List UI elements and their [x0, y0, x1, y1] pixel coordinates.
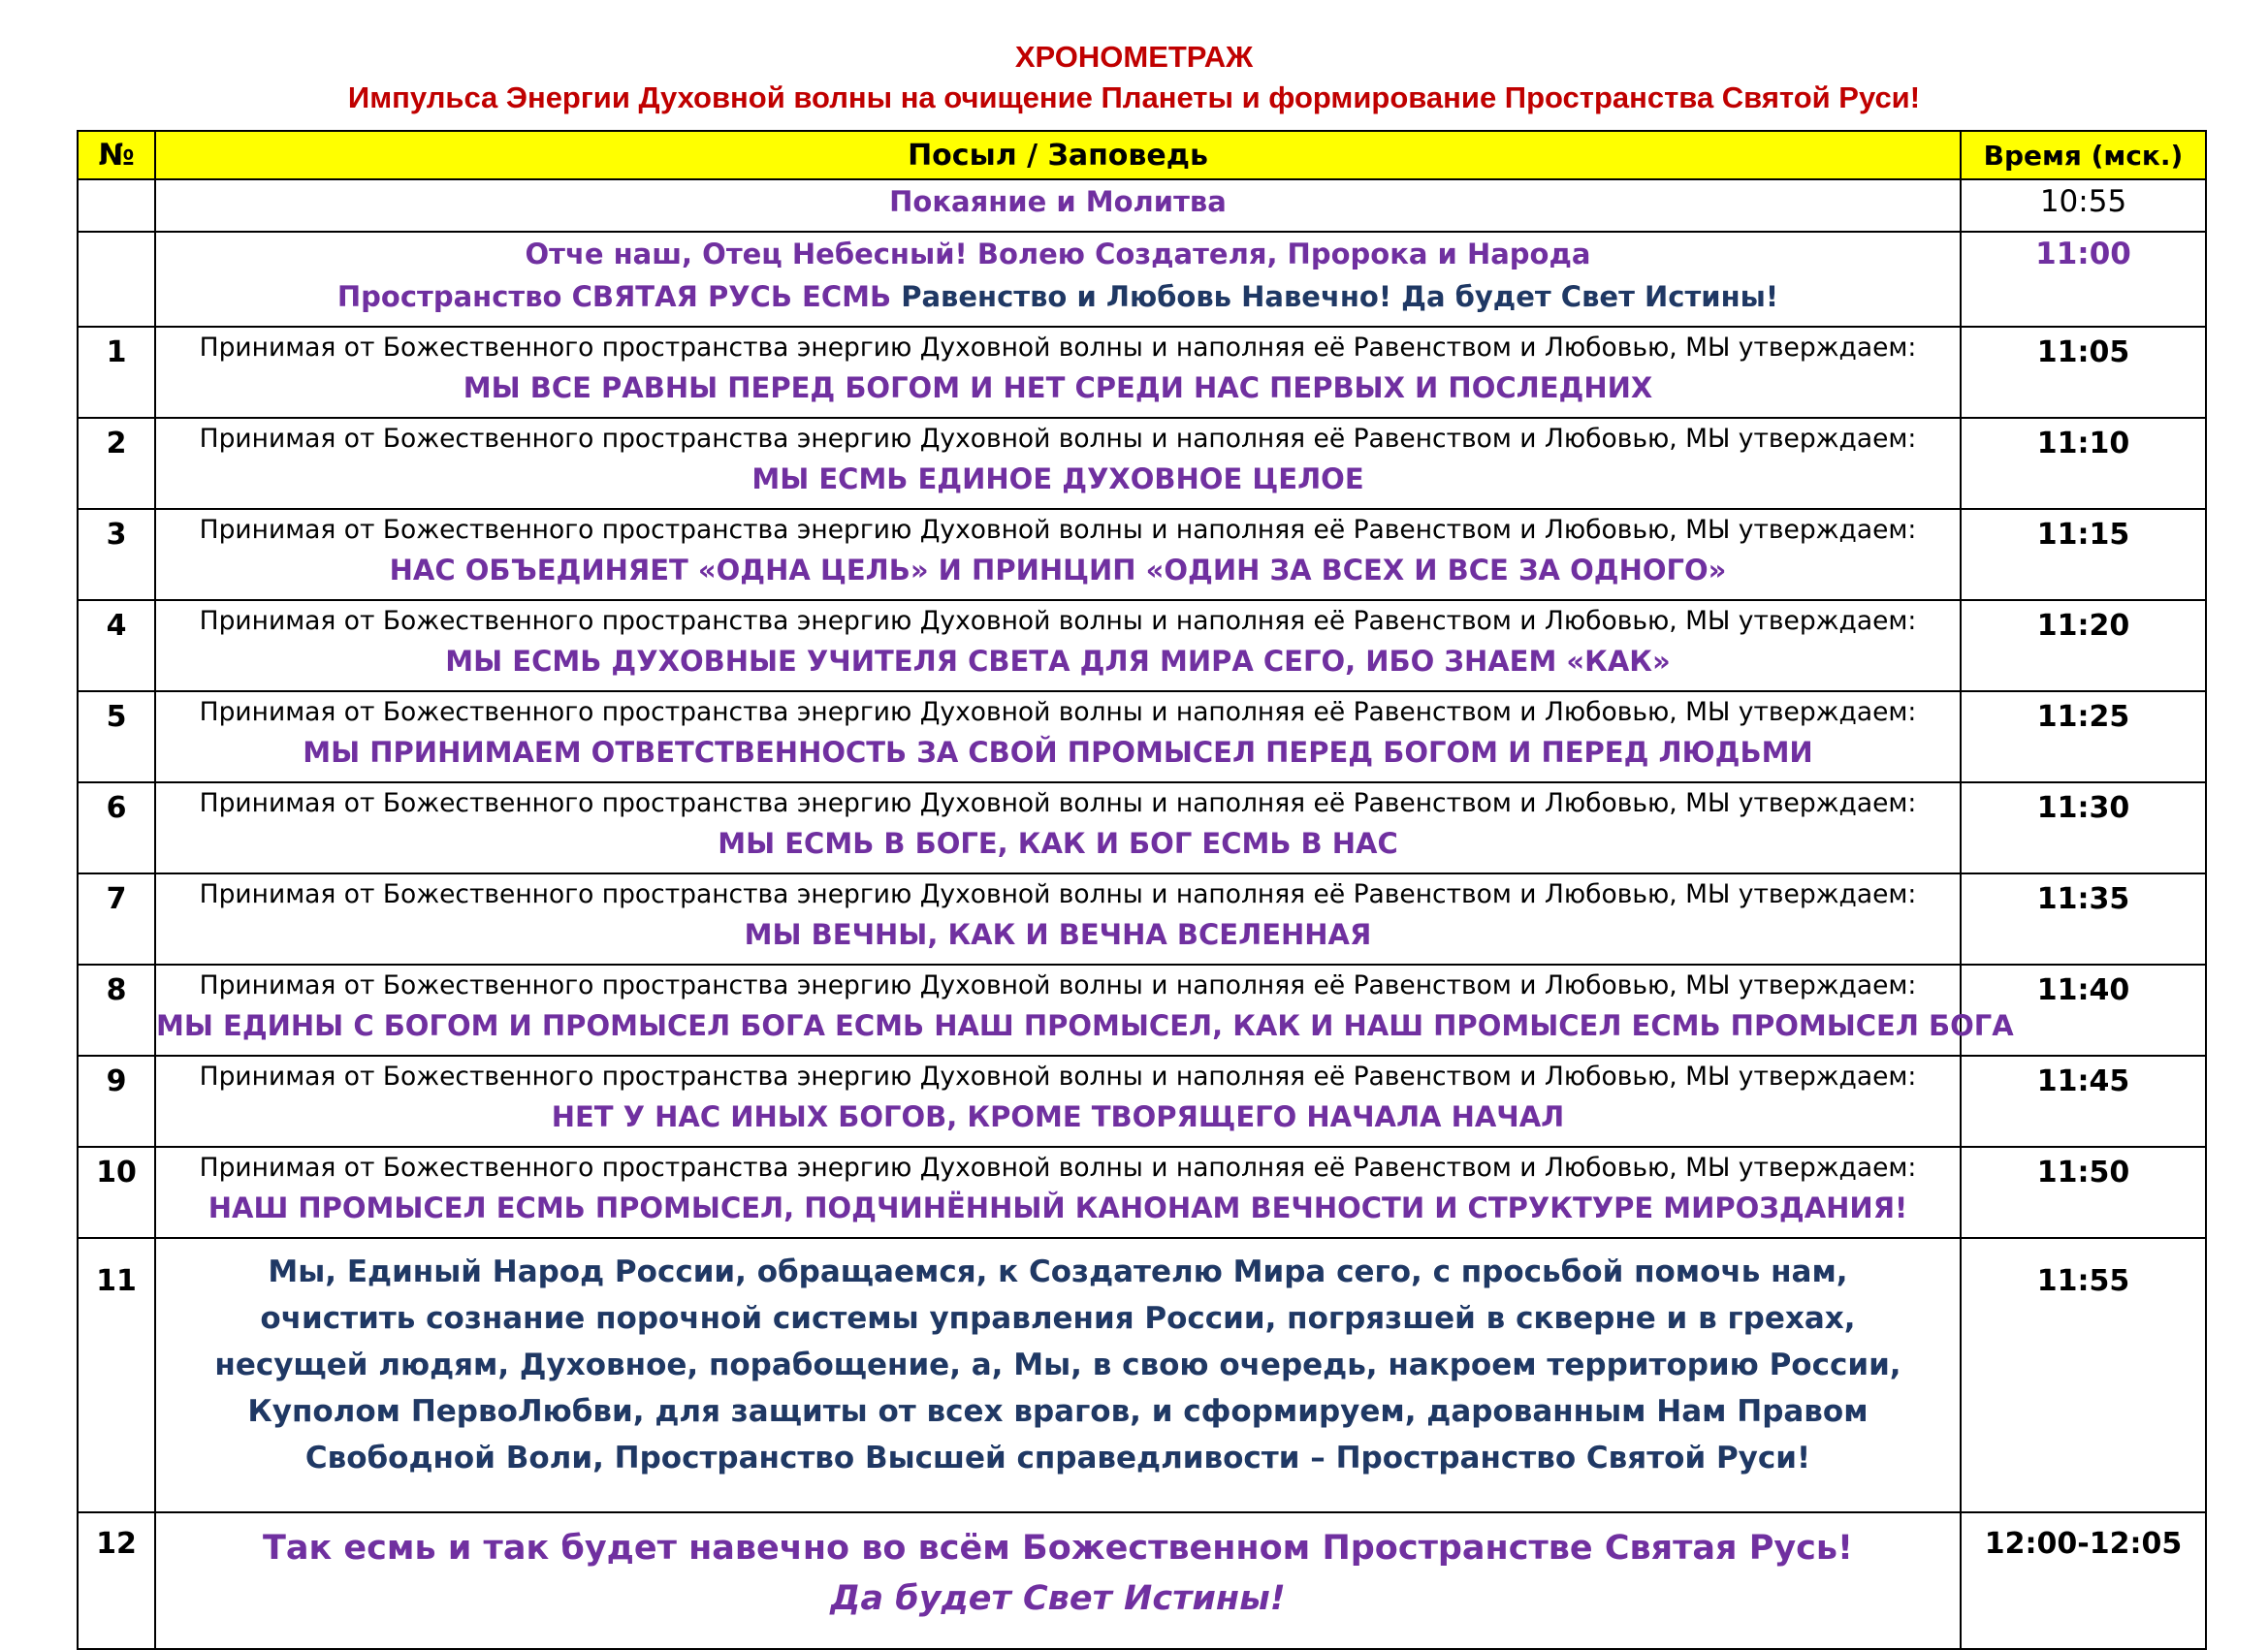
- commandment-message: [155, 418, 1961, 509]
- table-row: [78, 509, 2206, 600]
- commandment-message: [155, 691, 1961, 782]
- commandment-message: [155, 1147, 1961, 1238]
- commandment-time: 11:10: [1961, 418, 2206, 509]
- appeal-line: Куполом ПервоЛюбви, для защиты от всех врагов, и сформируем, дарованным Нам Правом: [247, 1394, 1869, 1429]
- commandment-lead: Принимая от Божественного пространства энергию Духовной волны и наполняя её Равенством и Любовью, МЫ утверждаем:: [199, 697, 1917, 727]
- table-row: [78, 418, 2206, 509]
- commandment-number: 4: [78, 600, 155, 691]
- prayer-line-2-part-2: Равенство и Любовь Навечно! Да будет Свет Истины!: [891, 280, 1779, 313]
- commandment-message: [155, 873, 1961, 965]
- commandment-text: МЫ ЕСМЬ В БОГЕ, КАК И БОГ ЕСМЬ В НАС: [718, 827, 1398, 860]
- intro-time: 10:55: [1961, 179, 2206, 232]
- commandment-number: 7: [78, 873, 155, 965]
- commandment-number: 6: [78, 782, 155, 873]
- commandment-number: 8: [78, 965, 155, 1056]
- intro-text: Покаяние и Молитва: [155, 179, 1961, 232]
- intro-number: [78, 179, 155, 232]
- appeal-time: 11:55: [1961, 1238, 2206, 1512]
- commandment-lead: Принимая от Божественного пространства энергию Духовной волны и наполняя её Равенством и Любовью, МЫ утверждаем:: [199, 788, 1917, 818]
- commandment-time: 11:30: [1961, 782, 2206, 873]
- table-row: [78, 965, 2206, 1056]
- commandment-lead: Принимая от Божественного пространства энергию Духовной волны и наполняя её Равенством и Любовью, МЫ утверждаем:: [199, 879, 1917, 909]
- final-text: [155, 1512, 1961, 1649]
- prayer-time: 11:00: [1961, 232, 2206, 327]
- prayer-line-1: Отче наш, Отец Небесный! Волею Создателя, Пророка и Народа: [525, 238, 1591, 270]
- commandment-lead: Принимая от Божественного пространства энергию Духовной волны и наполняя её Равенством и Любовью, МЫ утверждаем:: [199, 515, 1917, 545]
- commandment-time: 11:35: [1961, 873, 2206, 965]
- table-row: [78, 1056, 2206, 1147]
- final-number: 12: [78, 1512, 155, 1649]
- commandment-lead: Принимая от Божественного пространства энергию Духовной волны и наполняя её Равенством и Любовью, МЫ утверждаем:: [199, 1153, 1917, 1183]
- commandment-text: НАС ОБЪЕДИНЯЕТ «ОДНА ЦЕЛЬ» И ПРИНЦИП «ОДИН ЗА ВСЕХ И ВСЕ ЗА ОДНОГО»: [389, 554, 1727, 587]
- commandment-text: МЫ ЕСМЬ ДУХОВНЫЕ УЧИТЕЛЯ СВЕТА ДЛЯ МИРА СЕГО, ИБО ЗНАЕМ «КАК»: [445, 645, 1671, 678]
- commandment-number: 10: [78, 1147, 155, 1238]
- commandment-time: 11:45: [1961, 1056, 2206, 1147]
- commandment-text: МЫ ВЕЧНЫ, КАК И ВЕЧНА ВСЕЛЕННАЯ: [744, 918, 1372, 951]
- commandment-text: МЫ ВСЕ РАВНЫ ПЕРЕД БОГОМ И НЕТ СРЕДИ НАС ПЕРВЫХ И ПОСЛЕДНИХ: [463, 371, 1653, 404]
- commandment-text: НАШ ПРОМЫСЕЛ ЕСМЬ ПРОМЫСЕЛ, ПОДЧИНЁННЫЙ КАНОНАМ ВЕЧНОСТИ И СТРУКТУРЕ МИРОЗДАНИЯ!: [208, 1191, 1908, 1224]
- table-row: [78, 600, 2206, 691]
- commandment-message: [155, 965, 2014, 1056]
- commandment-number: 3: [78, 509, 155, 600]
- schedule-table: [77, 130, 2207, 1650]
- table-row: [78, 1147, 2206, 1238]
- commandment-lead: Принимая от Божественного пространства энергию Духовной волны и наполняя её Равенством и Любовью, МЫ утверждаем:: [199, 424, 1917, 454]
- appeal-line: Свободной Воли, Пространство Высшей справедливости – Пространство Святой Руси!: [304, 1441, 1811, 1475]
- appeal-line: несущей людям, Духовное, порабощение, а, Мы, в свою очередь, накроем территорию России,: [214, 1348, 1901, 1382]
- table-row-final: [78, 1512, 2206, 1649]
- appeal-text: [155, 1238, 1961, 1512]
- header-time: Время (мск.): [1961, 131, 2206, 179]
- prayer-line-2: [156, 275, 1960, 318]
- commandment-message: [155, 509, 1961, 600]
- final-line-1: Так есмь и так будет навечно во всём Божественном Пространстве Святая Русь!: [262, 1529, 1854, 1568]
- table-row-prayer: [78, 232, 2206, 327]
- commandment-time: 11:25: [1961, 691, 2206, 782]
- commandment-lead: Принимая от Божественного пространства энергию Духовной волны и наполняя её Равенством и Любовью, МЫ утверждаем:: [199, 333, 1917, 363]
- commandment-message: [155, 600, 1961, 691]
- commandment-time: 11:05: [1961, 327, 2206, 418]
- prayer-text: [155, 232, 1961, 327]
- appeal-line: очистить сознание порочной системы управления России, погрязшей в скверне и в грехах,: [260, 1301, 1856, 1336]
- commandment-message: [155, 1056, 1961, 1147]
- table-row: [78, 327, 2206, 418]
- appeal-number: 11: [78, 1238, 155, 1512]
- commandment-time: 11:50: [1961, 1147, 2206, 1238]
- table-row-appeal: [78, 1238, 2206, 1512]
- header-message: Посыл / Заповедь: [155, 131, 1961, 179]
- commandment-lead: Принимая от Божественного пространства энергию Духовной волны и наполняя её Равенством и Любовью, МЫ утверждаем:: [199, 970, 1917, 1000]
- final-time: 12:00-12:05: [1961, 1512, 2206, 1649]
- table-row: [78, 873, 2206, 965]
- appeal-paragraph: [156, 1239, 1960, 1481]
- commandment-lead: Принимая от Божественного пространства энергию Духовной волны и наполняя её Равенством и Любовью, МЫ утверждаем:: [199, 1062, 1917, 1092]
- commandment-time: 11:40: [1961, 965, 2206, 1056]
- commandment-number: 1: [78, 327, 155, 418]
- final-line-2: Да будет Свет Истины!: [830, 1579, 1286, 1618]
- commandment-lead: Принимая от Божественного пространства энергию Духовной волны и наполняя её Равенством и Любовью, МЫ утверждаем:: [199, 606, 1917, 636]
- table-row: [78, 691, 2206, 782]
- commandment-number: 2: [78, 418, 155, 509]
- commandment-time: 11:20: [1961, 600, 2206, 691]
- commandment-text: МЫ ЕСМЬ ЕДИНОЕ ДУХОВНОЕ ЦЕЛОЕ: [751, 462, 1364, 495]
- appeal-line: Мы, Единый Народ России, обращаемся, к Создателю Мира сего, с просьбой помочь нам,: [268, 1254, 1848, 1289]
- header-number: №: [78, 131, 155, 179]
- commandment-number: 9: [78, 1056, 155, 1147]
- prayer-number: [78, 232, 155, 327]
- commandment-text: НЕТ У НАС ИНЫХ БОГОВ, КРОМЕ ТВОРЯЩЕГО НАЧАЛА НАЧАЛ: [551, 1100, 1565, 1133]
- commandment-message: [155, 782, 1961, 873]
- commandment-time: 11:15: [1961, 509, 2206, 600]
- commandment-text: МЫ ЕДИНЫ С БОГОМ И ПРОМЫСЕЛ БОГА ЕСМЬ НАШ ПРОМЫСЕЛ, КАК И НАШ ПРОМЫСЕЛ ЕСМЬ ПРОМЫСЕЛ БОГА: [156, 1009, 2014, 1042]
- commandment-message: [155, 327, 1961, 418]
- title-main: ХРОНОМЕТРАЖ: [1014, 40, 1254, 74]
- table-row-intro: [78, 179, 2206, 232]
- commandment-text: МЫ ПРИНИМАЕМ ОТВЕТСТВЕННОСТЬ ЗА СВОЙ ПРОМЫСЕЛ ПЕРЕД БОГОМ И ПЕРЕД ЛЮДЬМИ: [303, 736, 1813, 769]
- title-subtitle: Импульса Энергии Духовной волны на очищение Планеты и формирование Пространства Святой Руси!: [347, 80, 1921, 114]
- commandment-number: 5: [78, 691, 155, 782]
- document-title: [0, 37, 2268, 118]
- prayer-line-2-part-1: Пространство СВЯТАЯ РУСЬ ЕСМЬ: [336, 280, 892, 313]
- table-row: [78, 782, 2206, 873]
- table-header-row: [78, 131, 2206, 179]
